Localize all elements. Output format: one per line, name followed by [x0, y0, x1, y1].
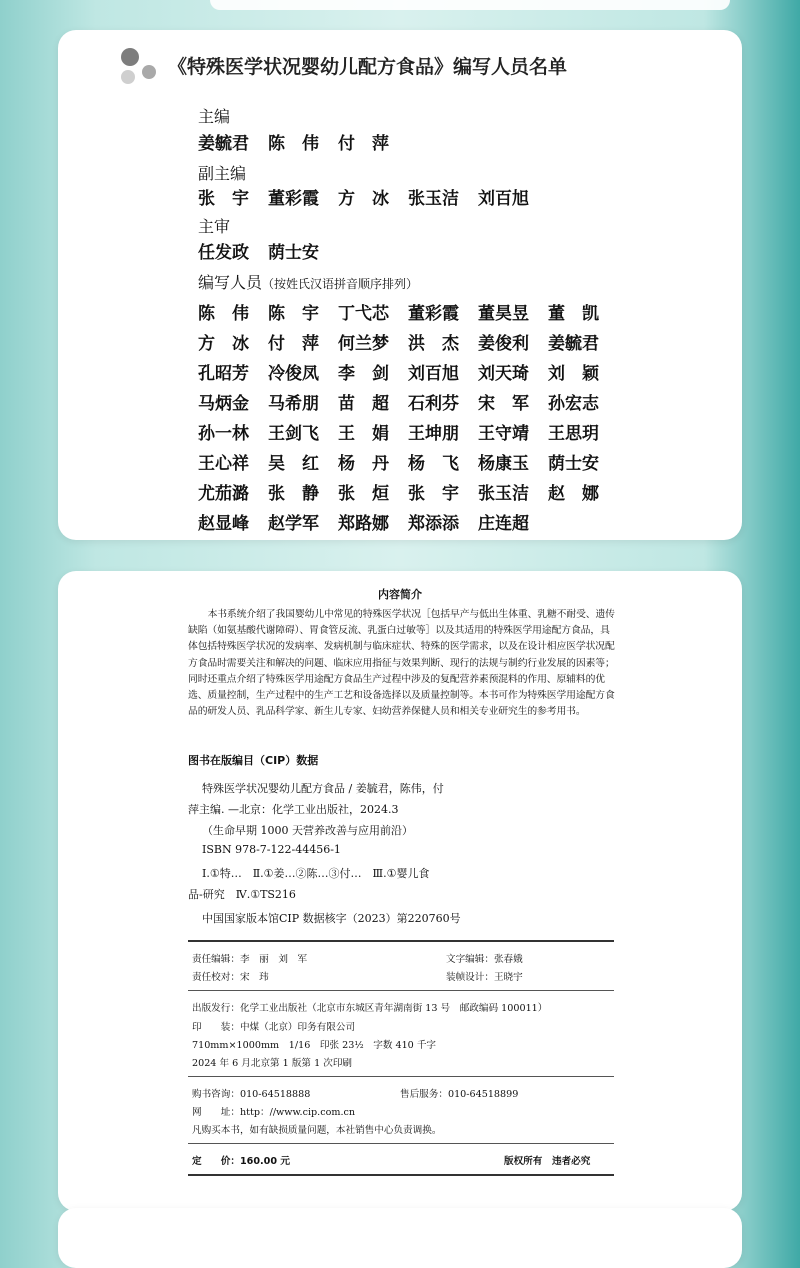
name: 冷俊凤	[268, 364, 319, 384]
name: 赵 娜	[548, 484, 599, 504]
name: 马炳金	[198, 394, 249, 414]
writers-row	[198, 329, 618, 354]
divider	[188, 940, 614, 942]
name: 孔昭芳	[198, 364, 249, 384]
writers-row	[198, 479, 618, 504]
name: 苗 超	[338, 394, 389, 414]
exchange-notice: 凡购买本书，如有缺损质量问题，本社销售中心负责调换。	[192, 1125, 442, 1136]
cip-line: 萍主编. —北京：化学工业出版社，2024.3	[188, 803, 399, 816]
cip-line: 品-研究 Ⅳ.①TS216	[188, 888, 296, 901]
proofreader: 责任校对：宋 玮	[192, 972, 269, 983]
deputy-editor-names	[198, 184, 548, 209]
name: 王剑飞	[268, 424, 319, 444]
name: 马希朋	[268, 394, 319, 414]
divider	[188, 990, 614, 991]
name: 郑路娜	[338, 514, 389, 534]
copyright-notice: 版权所有 违者必究	[504, 1156, 591, 1167]
price: 定 价：160.00 元	[192, 1156, 290, 1167]
divider	[188, 1076, 614, 1077]
name: 任发政	[198, 243, 249, 263]
name: 杨康玉	[478, 454, 529, 474]
name: 孙宏志	[548, 394, 599, 414]
name: 刘百旭	[408, 364, 459, 384]
name: 杨 丹	[338, 454, 389, 474]
deputy-editor-label: 副主编	[198, 164, 247, 183]
cip-line: Ⅰ.①特… Ⅱ.①姜…②陈…③付… Ⅲ.①婴儿食	[202, 867, 430, 880]
writers-row	[198, 419, 618, 444]
cip-line: ISBN 978-7-122-44456-1	[202, 843, 341, 856]
writers-row	[198, 359, 618, 384]
name: 张 宇	[408, 484, 459, 504]
name: 李 剑	[338, 364, 389, 384]
name: 孙一林	[198, 424, 249, 444]
name: 姜毓君	[198, 134, 249, 154]
format-line: 710mm×1000mm 1/16 印张 23½ 字数 410 千字	[192, 1040, 437, 1051]
name: 张 宇	[198, 189, 249, 209]
writers-row	[198, 509, 548, 534]
name: 董彩霞	[268, 189, 319, 209]
writers-row	[198, 449, 618, 474]
cip-line: （生命早期 1000 天营养改善与应用前沿）	[202, 824, 413, 837]
printer-line: 印 装：中煤（北京）印务有限公司	[192, 1022, 356, 1033]
name: 荫士安	[548, 454, 599, 474]
website-line: 网 址：http：//www.cip.com.cn	[192, 1107, 356, 1118]
writers-label-text: 编写人员	[198, 273, 263, 292]
name: 董 凯	[548, 304, 599, 324]
name: 王守靖	[478, 424, 529, 444]
reviewer-label: 主审	[198, 217, 231, 236]
name: 陈 伟	[198, 304, 249, 324]
name: 方 冰	[338, 189, 389, 209]
name: 赵学军	[268, 514, 319, 534]
name: 付 萍	[268, 334, 319, 354]
name: 宋 军	[478, 394, 529, 414]
name: 刘百旭	[478, 189, 529, 209]
name: 洪 杰	[408, 334, 459, 354]
responsible-editor: 责任编辑：李 丽 刘 军	[192, 954, 308, 965]
text-editor: 文字编辑：张春娥	[446, 954, 523, 965]
name: 王坤朋	[408, 424, 459, 444]
chief-editor-label: 主编	[198, 107, 231, 126]
name: 姜俊利	[478, 334, 529, 354]
publisher-line: 出版发行：化学工业出版社（北京市东城区青年湖南街 13 号 邮政编码 100011）	[192, 1003, 548, 1014]
name: 王思玥	[548, 424, 599, 444]
name: 张玉洁	[408, 189, 459, 209]
writers-order-note: （按姓氏汉语拼音顺序排列）	[262, 277, 419, 291]
name: 方 冰	[198, 334, 249, 354]
divider	[188, 1143, 614, 1144]
name: 杨 飞	[408, 454, 459, 474]
name: 吴 红	[268, 454, 319, 474]
next-card	[58, 1208, 742, 1268]
name: 董昊昱	[478, 304, 529, 324]
name: 尤茄潞	[198, 484, 249, 504]
name: 张 静	[268, 484, 319, 504]
divider	[188, 1174, 614, 1176]
previous-card-edge	[210, 0, 730, 10]
name: 荫士安	[268, 243, 319, 263]
name: 丁弋芯	[338, 304, 389, 324]
summary-heading: 内容简介	[378, 588, 422, 601]
cip-line: 特殊医学状况婴幼儿配方食品 / 姜毓君，陈伟，付	[202, 782, 444, 795]
cip-line: 中国国家版本馆CIP 数据核字（2023）第220760号	[202, 912, 461, 925]
name: 刘天琦	[478, 364, 529, 384]
writers-row	[198, 389, 618, 414]
cover-designer: 装帧设计：王晓宇	[446, 972, 523, 983]
name: 赵显峰	[198, 514, 249, 534]
name: 姜毓君	[548, 334, 599, 354]
name: 王心祥	[198, 454, 249, 474]
reviewer-names	[198, 238, 338, 263]
edition-line: 2024 年 6 月北京第 1 版第 1 次印刷	[192, 1058, 353, 1069]
name: 石利芬	[408, 394, 459, 414]
writers-label	[198, 270, 418, 293]
name: 庄连超	[478, 514, 529, 534]
name: 何兰梦	[338, 334, 389, 354]
editors-title: 《特殊医学状况婴幼儿配方食品》编写人员名单	[168, 56, 568, 78]
name: 董彩霞	[408, 304, 459, 324]
purchase-phone: 购书咨询：010-64518888	[192, 1089, 311, 1100]
name: 王 娟	[338, 424, 389, 444]
name: 郑添添	[408, 514, 459, 534]
writers-row	[198, 299, 618, 324]
chief-editor-names	[198, 129, 408, 154]
name: 张玉洁	[478, 484, 529, 504]
three-dot-molecule-icon	[118, 46, 158, 86]
name: 陈 宇	[268, 304, 319, 324]
cip-heading: 图书在版编目（CIP）数据	[188, 754, 319, 767]
name: 张 烜	[338, 484, 389, 504]
after-sales-phone: 售后服务：010-64518899	[400, 1089, 519, 1100]
summary-paragraph: 本书系统介绍了我国婴幼儿中常见的特殊医学状况［包括早产与低出生体重、乳糖不耐受、遗传缺陷（如氨基酸代谢障碍）、胃食管反流、乳蛋白过敏等］以及其适用的特殊医学用途配方食品，具体包括特殊医学状况的发病率、发病机制与临床症状、特殊的医学需求，以及在设计相应医学状况配方食品时需要关注和解决的问题、临床应用指征与效果判断、现行的法规与制约行业发展的因素等；同时还重点介绍了特殊医学用途配方食品生产过程中涉及的复配营养素预混料的作用、原辅料的优选、质量控制，生产过程中的生产工艺和设备选择以及质量控制等。本书可作为特殊医学用途配方食品的研发人员、乳品科学家、新生儿专家、妇幼营养保健人员和相关专业研究生的参考用书。	[188, 609, 615, 718]
name: 陈 伟	[268, 134, 319, 154]
name: 刘 颖	[548, 364, 599, 384]
name: 付 萍	[338, 134, 389, 154]
